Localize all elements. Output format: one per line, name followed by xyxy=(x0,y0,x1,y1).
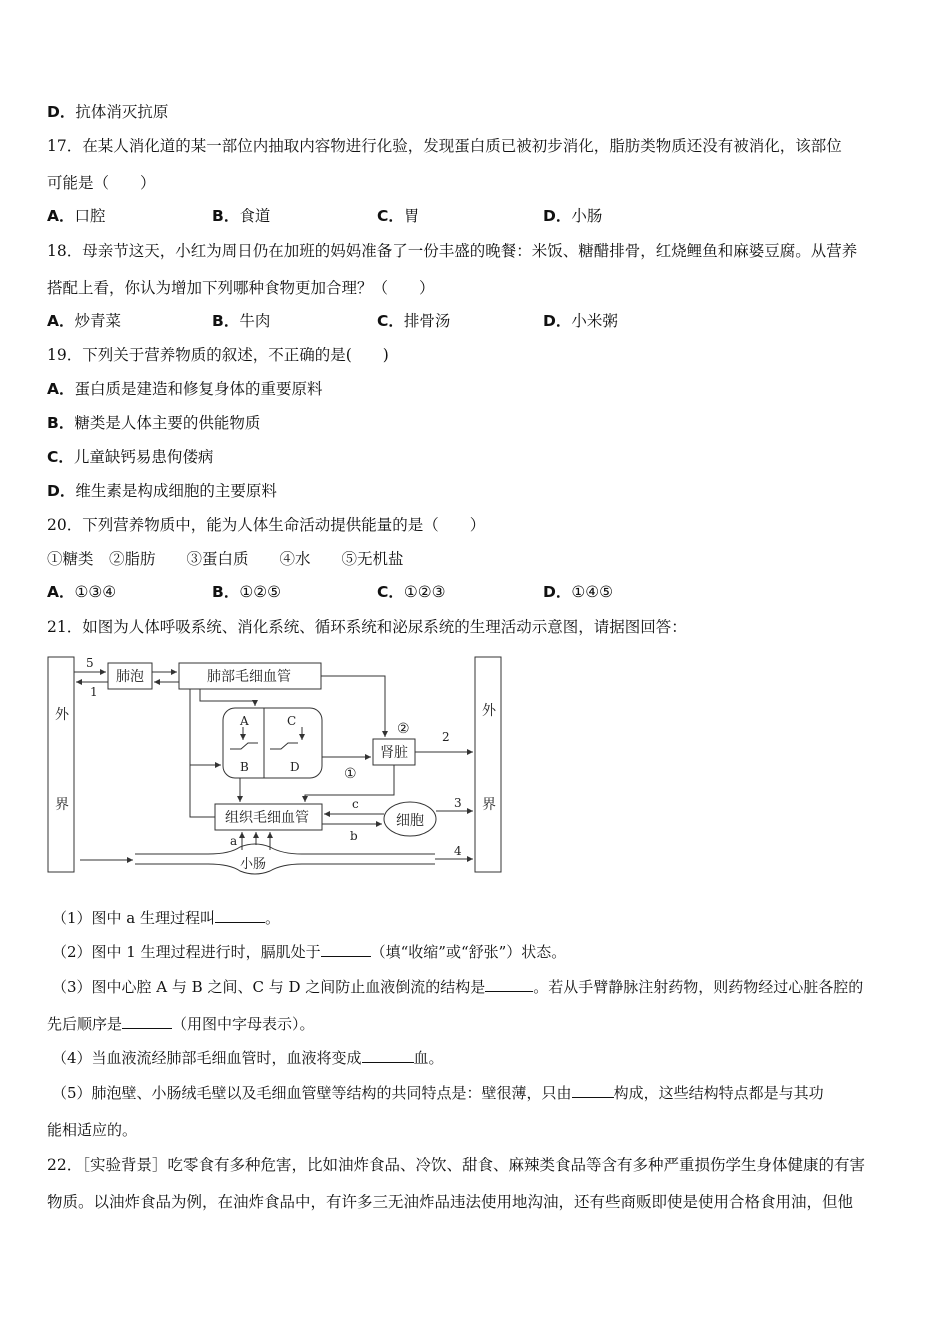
arrow-label-4: 4 xyxy=(454,844,462,858)
circled-label-2: ② xyxy=(397,721,410,737)
q17-option-c: C．胃 xyxy=(377,207,420,225)
q21-sub-3-cont: 先后顺序是 （用图中字母表示）。 xyxy=(47,1015,315,1033)
outside-left-label-1: 外 xyxy=(55,707,69,723)
q20-option-d: D．①④⑤ xyxy=(543,583,614,601)
alveoli-label: 肺泡 xyxy=(116,669,144,685)
arrow-label-c: c xyxy=(352,797,359,811)
kidney-label: 肾脏 xyxy=(380,745,408,761)
outside-left-label-2: 界 xyxy=(55,797,69,813)
q21-sub-1: （1）图中 a 生理过程叫 。 xyxy=(52,909,281,927)
answer-blank[interactable] xyxy=(321,942,371,957)
q17-option-a: A．口腔 xyxy=(47,207,106,225)
answer-blank[interactable] xyxy=(572,1083,614,1098)
q17-option-b: B．食道 xyxy=(212,207,271,225)
q19-option-d: D．维生素是构成细胞的主要原料 xyxy=(47,482,277,500)
q20-stem: 20．下列营养物质中，能为人体生命活动提供能量的是（ ） xyxy=(47,516,486,534)
answer-blank[interactable] xyxy=(215,908,265,923)
chamber-d-label: D xyxy=(290,760,300,774)
small-intestine-shape xyxy=(135,844,435,874)
q21-sub-5-cont: 能相适应的。 xyxy=(47,1121,138,1139)
arrow-label-1: 1 xyxy=(90,685,98,699)
circled-label-1: ① xyxy=(344,766,357,782)
chamber-a-label: A xyxy=(240,714,249,728)
q18-stem-line1: 18．母亲节这天，小红为周日仍在加班的妈妈准备了一份丰盛的晚餐：米饭、糖醋排骨，红烧鲤鱼和麻婆豆腐。从营养 xyxy=(47,242,858,260)
q20-items: ①糖类 ②脂肪 ③蛋白质 ④水 ⑤无机盐 xyxy=(47,550,404,568)
q22-stem-line2: 物质。以油炸食品为例，在油炸食品中，有许多三无油炸品违法使用地沟油，还有些商贩即使是使用合格食用油，但他 xyxy=(47,1193,854,1211)
outside-right-box xyxy=(475,657,501,872)
q18-stem-line2: 搭配上看，你认为增加下列哪种食物更加合理？（ ） xyxy=(47,279,435,297)
heart-box xyxy=(223,708,322,778)
q17-stem-line1: 17．在某人消化道的某一部位内抽取内容物进行化验，发现蛋白质已被初步消化，脂肪类物质还没有被消化，该部位 xyxy=(47,137,842,155)
q19-option-c: C．儿童缺钙易患佝偻病 xyxy=(47,448,214,466)
outside-right-label-1: 外 xyxy=(482,703,496,719)
answer-blank[interactable] xyxy=(122,1014,172,1029)
chamber-c-label: C xyxy=(287,714,297,728)
answer-blank[interactable] xyxy=(485,977,533,992)
tissue-capillary-label: 组织毛细血管 xyxy=(225,810,309,826)
q18-option-b: B．牛肉 xyxy=(212,312,271,330)
chamber-b-label: B xyxy=(240,760,249,774)
q17-stem-line2: 可能是（ ） xyxy=(47,174,156,192)
q18-option-d: D．小米粥 xyxy=(543,312,618,330)
arrow-label-3: 3 xyxy=(454,796,462,810)
outside-left-box xyxy=(48,657,74,872)
q21-sub-3: （3）图中心腔 A 与 B 之间、C 与 D 之间防止血液倒流的结构是 。若从手臂静脉注射药物，则药物经过心脏各腔的 xyxy=(52,978,864,996)
q16-option-d: D．抗体消灭抗原 xyxy=(47,103,169,121)
q20-option-a: A．①③④ xyxy=(47,583,117,601)
arrow-label-a: a xyxy=(230,834,238,848)
q19-stem: 19．下列关于营养物质的叙述，不正确的是( ) xyxy=(47,346,389,364)
q17-option-d: D．小肠 xyxy=(543,207,603,225)
arrow-label-2: 2 xyxy=(442,730,450,744)
q21-sub-5: （5）肺泡壁、小肠绒毛壁以及毛细血管壁等结构的共同特点是：壁很薄，只由 构成，这些结构特点都是与其功 xyxy=(52,1084,824,1102)
arrow-label-5: 5 xyxy=(86,656,94,670)
q20-option-b: B．①②⑤ xyxy=(212,583,282,601)
lung-capillary-label: 肺部毛细血管 xyxy=(207,669,291,685)
answer-blank[interactable] xyxy=(362,1048,414,1063)
arrow-label-b: b xyxy=(350,829,358,843)
q21-physiology-diagram xyxy=(40,645,510,880)
q22-stem-line1: 22．［实验背景］吃零食有多种危害，比如油炸食品、冷饮、甜食、麻辣类食品等含有多种严重损伤学生身体健康的有害 xyxy=(47,1156,865,1174)
q21-sub-2: （2）图中 1 生理过程进行时，膈肌处于 （填“收缩”或“舒张”）状态。 xyxy=(52,943,567,961)
q19-option-b: B．糖类是人体主要的供能物质 xyxy=(47,414,261,432)
q19-option-a: A．蛋白质是建造和修复身体的重要原料 xyxy=(47,380,323,398)
q21-stem: 21．如图为人体呼吸系统、消化系统、循环系统和泌尿系统的生理活动示意图，请据图回答： xyxy=(47,618,687,636)
outside-right-label-2: 界 xyxy=(482,797,496,813)
q18-option-a: A．炒青菜 xyxy=(47,312,122,330)
q18-option-c: C．排骨汤 xyxy=(377,312,451,330)
q20-option-c: C．①②③ xyxy=(377,583,446,601)
small-intestine-label: 小肠 xyxy=(240,857,267,872)
cell-label: 细胞 xyxy=(396,813,424,829)
q21-sub-4: （4）当血液流经肺部毛细血管时，血液将变成 血。 xyxy=(52,1049,444,1067)
